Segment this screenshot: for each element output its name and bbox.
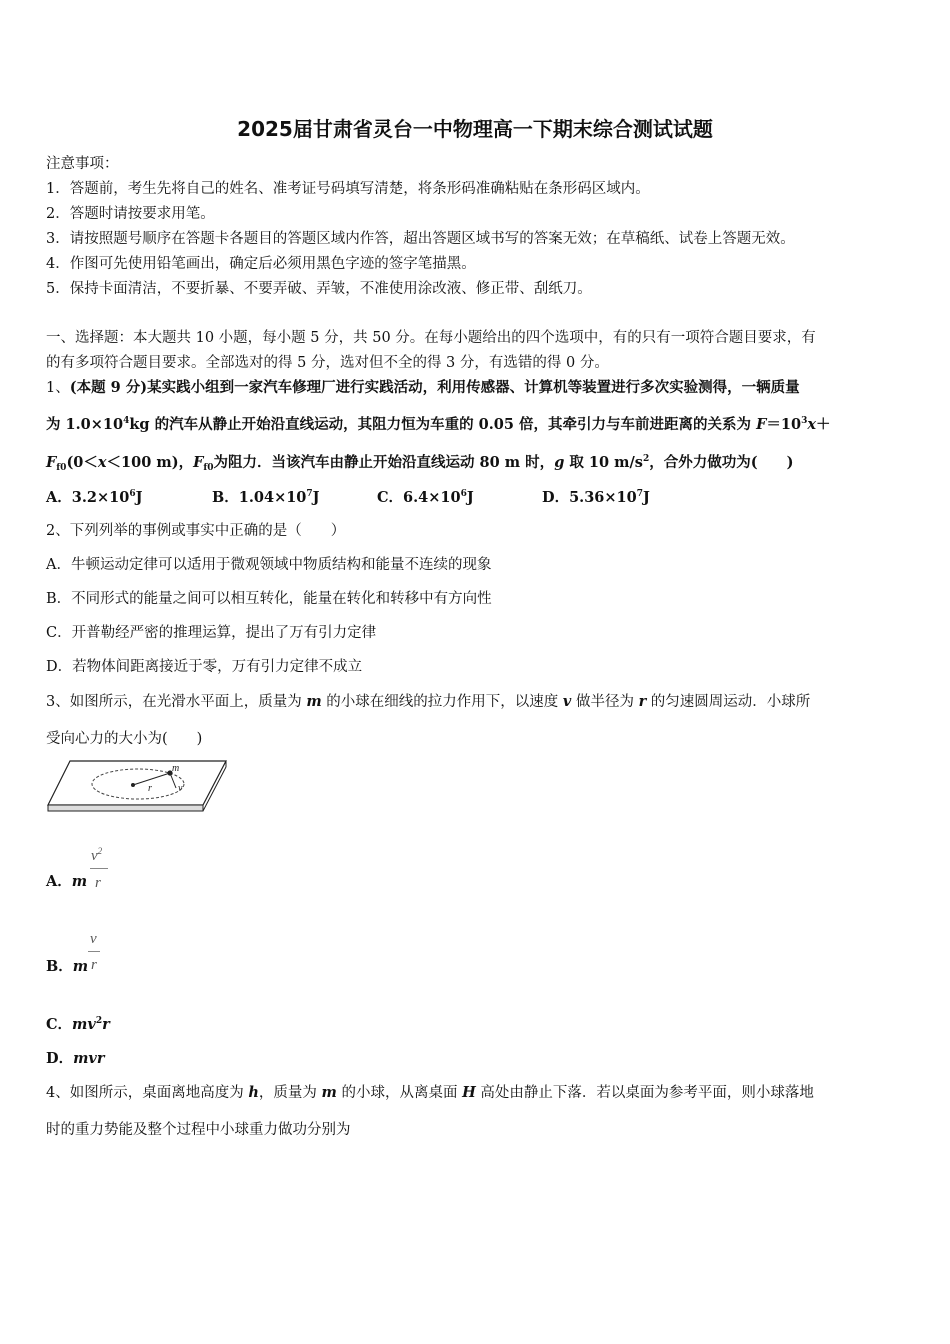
notice-item-5: 5．保持卡面清洁，不要折暴、不要弄破、弄皱，不准使用涂改液、修正带、刮纸刀。 [46,281,592,297]
q1-text3: 为阻力．当该汽车由静止开始沿直线运动 80 m 时， [213,454,555,471]
q3-optB-fraction-bar [88,951,100,952]
q3-line1: 3、如图所示，在光滑水平面上，质量为 m 的小球在细线的拉力作用下，以速度 v 做半径为 r 的匀速圆周运动．小球所 [46,693,811,710]
q1-line2 [46,413,830,434]
page-title: 2025届甘肃省灵台一中物理高一下期末综合测试试题 [237,117,713,141]
q4-m: m [321,1084,337,1101]
q1-F: F [756,416,767,433]
notice-item-1: 1．答题前，考生先将自己的姓名、准考证号码填写清楚，将条形码准确粘贴在条形码区域内。 [46,181,650,197]
q3-option-c[interactable]: C．$mv^2r$ [46,1016,110,1033]
q3-r: r [638,693,647,710]
q1-g: g [554,454,565,471]
q1-Ff0-2: F [193,454,204,471]
notice-item-3: 3．请按照题号顺序在答题卡各题目的答题区域内作答，超出答题区域书写的答案无效；在草稿纸、试卷上答题无效。 [46,231,795,247]
q1-text2: kg 的汽车从静止开始沿直线运动，其阻力恒为车重的 0.05 倍，其牵引力与车前进距离的关系为 [129,416,757,433]
table-edge [48,805,203,811]
q3-optA-fraction-bar [90,868,108,869]
q3-v: v [562,693,572,710]
q1-line1 [46,376,800,397]
table-top [48,761,226,805]
notice-heading: 注意事项： [46,156,119,172]
q4-line2: 时的重力势能及整个过程中小球重力做功分别为 [46,1122,351,1138]
q3-option-a[interactable]: A．m [46,873,88,890]
q1-range-x: x [97,454,107,471]
section-intro-line1: 一、选择题：本大题共 10 小题，每小题 5 分，共 50 分。在每小题给出的四个选项中，有的只有一项符合题目要求，有 [46,330,816,346]
q1-number: 1、 [46,380,70,396]
q4-h: h [248,1084,259,1101]
q3-m: m [306,693,322,710]
label-v: v [178,783,183,794]
q2-option-d[interactable]: D．若物体间距离接近于零，万有引力定律不成立 [46,659,363,675]
q1-text4: ，合外力做功为( ) [649,454,794,471]
q1-Ff0-sub: f0 [56,463,67,473]
q1-eq: ＝10 [766,416,802,433]
q4-H: H [462,1084,476,1101]
q2-option-b[interactable]: B．不同形式的能量之间可以相互转化，能量在转化和转移中有方向性 [46,591,492,607]
q3-optB-numerator: v [90,931,97,947]
center-dot [131,783,135,787]
q1-Ff0: F [46,454,57,471]
q1-g-exp: 2 [642,454,650,464]
q4-line1: 4、如图所示，桌面离地高度为 h，质量为 m 的小球，从离桌面 H 高处由静止下落．若以桌面为参考平面，则小球落地 [46,1084,814,1101]
notice-item-2: 2．答题时请按要求用笔。 [46,206,215,222]
q1-g-value: 取 10 m/s [564,454,643,471]
q3-option-b[interactable]: B．m [46,958,89,975]
q3-option-d[interactable]: D．mvr [46,1050,105,1067]
label-r: r [148,783,152,794]
q1-x: x [807,416,816,433]
q1-plus: ＋ [815,416,831,433]
q1-line3 [46,451,793,472]
section-intro-line2: 的有多项符合题目要求。全部选对的得 5 分，选对但不全的得 3 分，有选错的得 0 分。 [46,355,609,371]
q3-line2: 受向心力的大小为( ) [46,731,203,747]
q1-option-d[interactable]: D．$5.36\times 10^7J$ [542,489,650,506]
q1-mass: 为 1.0×10 [46,416,124,433]
q2-option-c[interactable]: C．开普勒经严密的推理运算，提出了万有引力定律 [46,625,377,641]
q1-range-a: (0＜ [66,454,98,471]
q3-optB-denominator: r [91,957,97,973]
q3-optA-numerator: $v^2$ [91,846,103,864]
q1-option-a[interactable]: A．$3.2\times 10^6J$ [46,489,143,506]
q2-option-a[interactable]: A．牛顿运动定律可以适用于微观领域中物质结构和能量不连续的现象 [46,557,492,573]
q1-range-b: ＜100 m)， [106,454,194,471]
q1-eq-exp: 3 [801,416,808,426]
q3-figure [46,758,228,818]
q1-Ff0-2-sub: f0 [203,463,214,473]
q2-stem: 2、下列列举的事例或事实中正确的是（ ） [46,523,346,539]
q1-mass-exp: 4 [123,416,130,426]
q1-option-b[interactable]: B．$1.04\times 10^7J$ [212,489,320,506]
q1-text1: (本题 9 分)某实践小组到一家汽车修理厂进行实践活动，利用传感器、计算机等装置进行多次实验测得，一辆质量 [69,379,800,396]
label-m: m [172,763,180,774]
q1-option-c[interactable]: C．$6.4\times 10^6J$ [377,489,474,506]
notice-item-4: 4．作图可先使用铅笔画出，确定后必须用黑色字迹的签字笔描黑。 [46,256,476,272]
q3-optA-denominator: r [95,875,101,891]
